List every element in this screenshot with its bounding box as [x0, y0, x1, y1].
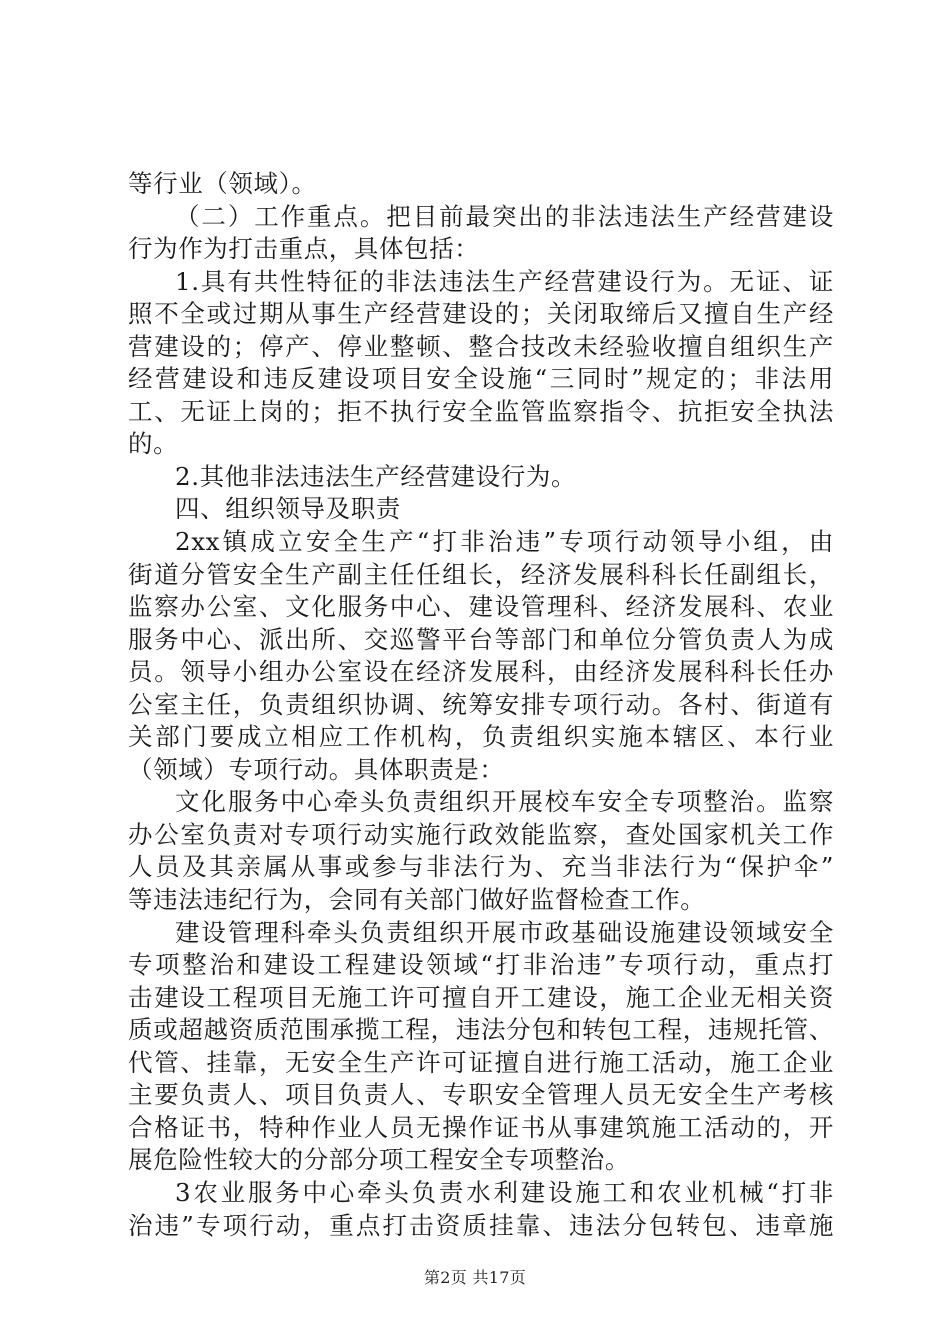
text-line: 合格证书，特种作业人员无操作证书从事建筑施工活动的，开: [128, 1112, 834, 1142]
page-number: 第2页 共17页: [423, 1268, 527, 1287]
text-line: 的。: [128, 429, 179, 459]
text-line: 治违”专项行动，重点打击资质挂靠、违法分包转包、违章施: [128, 1210, 834, 1240]
text-line: 照不全或过期从事生产经营建设的；关闭取缔后又擅自生产经: [128, 299, 834, 329]
text-line: 营建设的；停产、停业整顿、整合技改未经验收擅自组织生产: [128, 331, 834, 361]
text-line: 文化服务中心牵头负责组织开展校车安全专项整治。监察: [175, 787, 834, 817]
text-line: 等行业（领域）。: [128, 169, 317, 198]
text-line: 工、无证上岗的；拒不执行安全监管监察指令、抗拒安全执法: [128, 396, 834, 426]
text-line: 员。领导小组办公室设在经济发展科，由经济发展科科长任办: [128, 657, 834, 687]
text-line: 等违法违纪行为，会同有关部门做好监督检查工作。: [128, 885, 706, 915]
text-line: 办公室负责对专项行动实施行政效能监察，查处国家机关工作: [128, 819, 834, 849]
text-line: 街道分管安全生产副主任任组长，经济发展科科长任副组长，: [128, 559, 834, 589]
text-line: 2xx镇成立安全生产“打非治违”专项行动领导小组，由: [175, 527, 834, 557]
text-line: 服务中心、派出所、交巡警平台等部门和单位分管负责人为成: [128, 624, 834, 654]
text-line: 行为作为打击重点，具体包括：: [128, 234, 480, 264]
text-line: 公室主任，负责组织协调、统筹安排专项行动。各村、街道有: [128, 689, 834, 719]
text-line: 展危险性较大的分部分项工程安全专项整治。: [128, 1145, 630, 1175]
text-line: （二）工作重点。把目前最突出的非法违法生产经营建设: [175, 201, 834, 231]
text-line: 质或超越资质范围承揽工程，违法分包和转包工程，违规托管、: [128, 1015, 834, 1045]
document-body: [128, 168, 834, 1242]
text-line: 主要负责人、项目负责人、专职安全管理人员无安全生产考核: [128, 1080, 834, 1110]
text-line: 专项整治和建设工程建设领域“打非治违”专项行动，重点打: [128, 950, 834, 980]
text-line: （领域）专项行动。具体职责是：: [128, 754, 505, 784]
text-line: 击建设工程项目无施工许可擅自开工建设，施工企业无相关资: [128, 982, 834, 1012]
text-line: 1.具有共性特征的非法违法生产经营建设行为。无证、证: [175, 266, 834, 296]
text-line: 关部门要成立相应工作机构，负责组织实施本辖区、本行业: [128, 722, 834, 752]
text-line: 监察办公室、文化服务中心、建设管理科、经济发展科、农业: [128, 592, 834, 622]
text-line: 2.其他非法违法生产经营建设行为。: [175, 461, 577, 491]
text-line: 3农业服务中心牵头负责水利建设施工和农业机械“打非: [175, 1177, 834, 1207]
text-line: 人员及其亲属从事或参与非法行为、充当非法行为“保护伞”: [128, 852, 834, 882]
text-line: 建设管理科牵头负责组织开展市政基础设施建设领域安全: [175, 917, 834, 947]
section-heading: 四、组织领导及职责: [175, 494, 401, 524]
text-line: 经营建设和违反建设项目安全设施“三同时”规定的；非法用: [128, 364, 834, 394]
text-line: 代管、挂靠，无安全生产许可证擅自进行施工活动，施工企业: [128, 1047, 834, 1077]
